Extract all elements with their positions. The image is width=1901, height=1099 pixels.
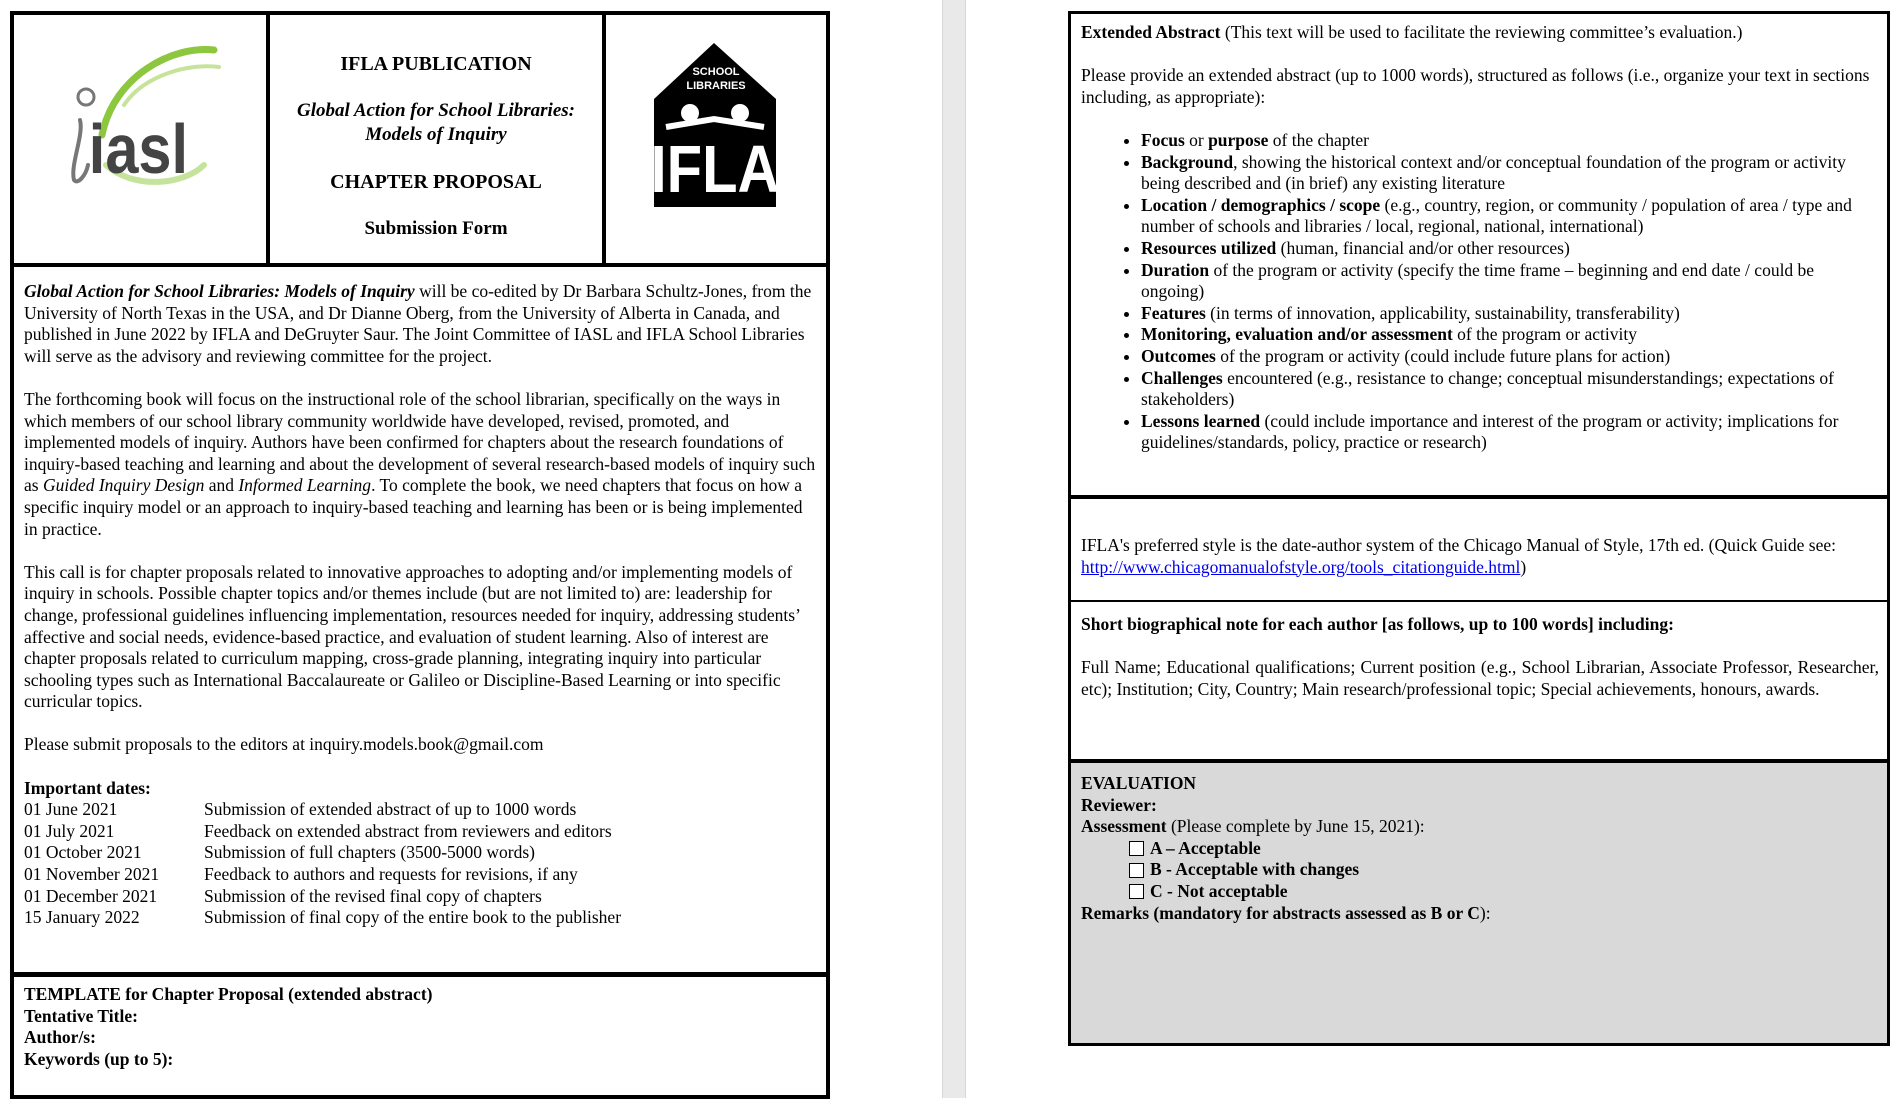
- list-item: • Challenges encountered (e.g., resistance to change; conceptual misunderstandings; expectations of stakeholders): [1141, 368, 1879, 411]
- extended-abstract-section: [1068, 11, 1890, 499]
- tentative-title-field[interactable]: Tentative Title:: [24, 1005, 138, 1026]
- header-table: [10, 11, 830, 267]
- logo-school-libraries-text: SCHOOL: [692, 66, 740, 78]
- date-row: 01 June 2021 Submission of extended abstract of up to 1000 words: [24, 799, 577, 820]
- style-note-section: IFLA's preferred style is the date-author system of the Chicago Manual of Style, 17th ed. (Quick Guide see: http://www.chicagomanualofstyle.org/tools_citationguide.html): [1068, 499, 1890, 602]
- abstract-structure-list: [1081, 130, 1879, 454]
- assessment-label: Assessment (Please complete by June 15, 2021):: [1081, 816, 1425, 837]
- ifla-logo-cell: [606, 15, 826, 263]
- intro-paragraph-1: Global Action for School Libraries: Models of Inquiry will be co-edited by Dr Barbara Schultz-Jones, from the University of North Texas in the USA, and Dr Dianne Oberg, from the University of Alberta in Canada, and published in June 2022 by IFLA and DeGruyter Saur. The Joint Committee of IASL and IFLA School Libraries will serve as the advisory and reviewing committee for the project.: [24, 281, 812, 366]
- iasl-logo-text: iasl: [88, 109, 189, 189]
- chicago-manual-link[interactable]: http://www.chicagomanualofstyle.org/tools_citationguide.html: [1081, 556, 1521, 577]
- bio-section: [1068, 602, 1890, 763]
- remarks-field[interactable]: Remarks (mandatory for abstracts assessed as B or C):: [1081, 902, 1491, 923]
- evaluation-section: [1068, 763, 1890, 1046]
- date-row: 15 January 2022 Submission of final copy of the entire book to the publisher: [24, 907, 622, 928]
- intro-section: [10, 263, 830, 977]
- option-a-checkbox[interactable]: A – Acceptable: [1081, 838, 1879, 860]
- date-row: 01 December 2021 Submission of the revised final copy of chapters: [24, 885, 542, 906]
- checkbox-icon[interactable]: [1129, 884, 1144, 899]
- dates-title: Important dates:: [24, 777, 151, 798]
- submit-instructions: Please submit proposals to the editors at inquiry.models.book@gmail.com: [24, 734, 544, 755]
- reviewer-field[interactable]: Reviewer:: [1081, 794, 1157, 815]
- template-heading: TEMPLATE for Chapter Proposal (extended abstract): [24, 984, 433, 1004]
- form-subtitle: Submission Form: [364, 218, 508, 239]
- checkbox-icon[interactable]: [1129, 863, 1144, 878]
- page-gutter: [942, 0, 966, 1098]
- date-row: 01 November 2021 Feedback to authors and requests for revisions, if any: [24, 864, 578, 885]
- list-item: • Duration of the program or activity (specify the time frame – beginning and end date / could be ongoing): [1141, 260, 1879, 303]
- ifla-school-libraries-logo: [606, 15, 826, 263]
- list-item: • Focus or purpose of the chapter: [1141, 130, 1879, 152]
- authors-field[interactable]: Author/s:: [24, 1027, 96, 1048]
- intro-paragraph-3: This call is for chapter proposals related to innovative approaches to adopting and/or implementing models of inquiry in schools. Possible chapter topics and/or themes include (but are not limited to) are: leadership for change, professional guidelines influencing implementation, resources needed for inquiry, addressing students’ affective and social needs, evidence-based practice, and evaluation of student learning. Also of interest are chapter proposals related to curriculum mapping, cross-grade planning, integrating inquiry into particular schooling types such as International Baccalaureate or Galileo or Discipline-Based Learning or into specific curricular topics.: [24, 561, 800, 712]
- list-item: • Resources utilized (human, financial and/or other resources): [1141, 238, 1879, 260]
- option-c-checkbox[interactable]: C - Not acceptable: [1081, 881, 1879, 903]
- bio-instructions: Full Name; Educational qualifications; Current position (e.g., School Librarian, Associate Professor, Researcher, etc); Institution; City, Country; Main research/professional topic; Special achievements, honours, awards.: [1081, 657, 1879, 699]
- list-item: • Monitoring, evaluation and/or assessment of the program or activity: [1141, 324, 1879, 346]
- keywords-field[interactable]: Keywords (up to 5):: [24, 1048, 174, 1069]
- checkbox-icon[interactable]: [1129, 841, 1144, 856]
- iasl-logo: [14, 15, 270, 263]
- date-row: 01 July 2021 Feedback on extended abstract from reviewers and editors: [24, 820, 612, 841]
- form-type: CHAPTER PROPOSAL: [330, 171, 542, 193]
- list-item: • Background, showing the historical context and/or conceptual foundation of the program or activity being described and (in brief) any existing literature: [1141, 152, 1879, 195]
- title-cell: [270, 15, 606, 263]
- bio-heading: Short biographical note for each author [as follows, up to 100 words] including:: [1081, 614, 1674, 634]
- date-row: 01 October 2021 Submission of full chapters (3500-5000 words): [24, 842, 536, 863]
- template-section: [10, 977, 830, 1099]
- book-title: Global Action for School Libraries: Models of Inquiry: [297, 100, 575, 145]
- abstract-heading: Extended Abstract (This text will be used to facilitate the reviewing committee’s evaluation.): [1081, 22, 1743, 42]
- list-item: • Features (in terms of innovation, applicability, sustainability, transferability): [1141, 303, 1879, 325]
- list-item: • Lessons learned (could include importance and interest of the program or activity; implications for guidelines/standards, policy, practice or research): [1141, 411, 1879, 454]
- svg-text:LIBRARIES: LIBRARIES: [686, 80, 746, 92]
- abstract-instructions: Please provide an extended abstract (up to 1000 words), structured as follows (i.e., organize your text in sections including, as appropriate):: [1081, 65, 1870, 107]
- logo-ifla-letters: IFLA: [650, 132, 780, 208]
- option-b-checkbox[interactable]: B - Acceptable with changes: [1081, 859, 1879, 881]
- evaluation-heading: EVALUATION: [1081, 773, 1197, 793]
- publication-label: IFLA PUBLICATION: [340, 53, 532, 75]
- iasl-logo-cell: [14, 15, 270, 263]
- important-dates: [24, 778, 818, 929]
- intro-paragraph-2: The forthcoming book will focus on the instructional role of the school librarian, specifically on the ways in which members of our school library community worldwide have developed, revised, promoted, and implemented models of inquiry. Authors have been confirmed for chapters about the research foundations of inquiry-based teaching and learning and about the development of several research-based models of inquiry such as Guided Inquiry Design and Informed Learning. To complete the book, we need chapters that focus on how a specific inquiry model or an approach to inquiry-based teaching and learning has been or is being implemented in practice.: [24, 388, 816, 539]
- list-item: • Location / demographics / scope (e.g., country, region, or community / population of area / type and number of schools and libraries / local, regional, national, international): [1141, 195, 1879, 238]
- list-item: • Outcomes of the program or activity (could include future plans for action): [1141, 346, 1879, 368]
